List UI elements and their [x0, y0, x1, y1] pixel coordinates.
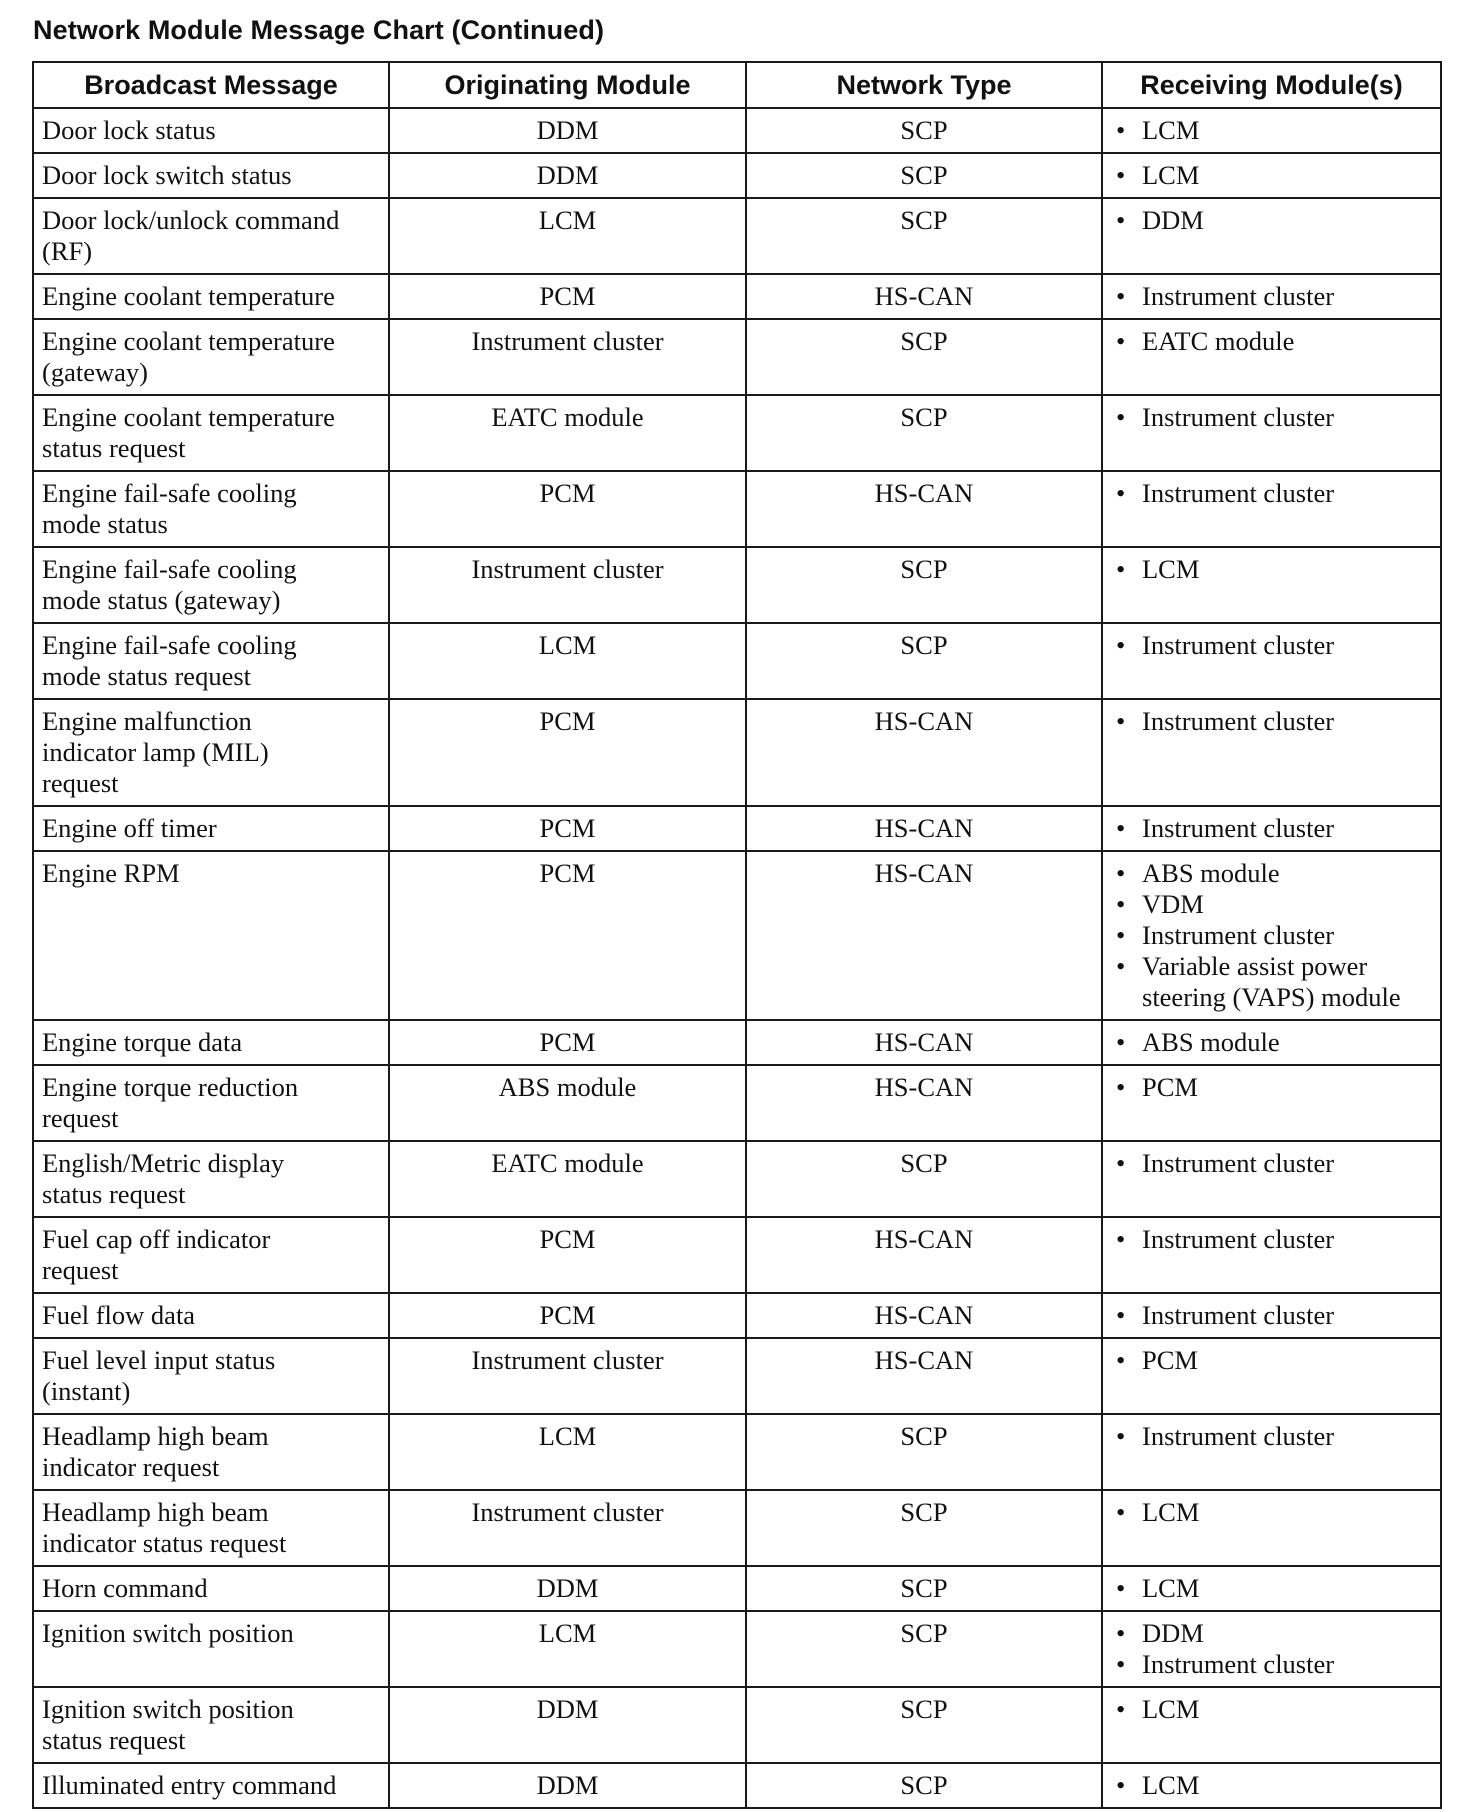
broadcast-message-cell: Engine coolant temperature (gateway): [33, 319, 389, 395]
table-row: [33, 1611, 1441, 1687]
table-row: [33, 806, 1441, 851]
receiving-modules-list: [1115, 402, 1432, 433]
originating-module-cell: PCM: [389, 1020, 746, 1065]
originating-module-cell: PCM: [389, 471, 746, 547]
broadcast-message-cell: Fuel flow data: [33, 1293, 389, 1338]
network-type-cell: HS-CAN: [746, 699, 1102, 806]
receiving-modules-cell: [1102, 1141, 1441, 1217]
receiving-module-item: • Instrument cluster: [1115, 706, 1432, 737]
broadcast-message-cell: Ignition switch position status request: [33, 1687, 389, 1763]
table-row: [33, 1687, 1441, 1763]
receiving-modules-cell: [1102, 395, 1441, 471]
receiving-modules-list: [1115, 1573, 1432, 1604]
receiving-modules-list: [1115, 630, 1432, 661]
receiving-modules-cell: [1102, 851, 1441, 1020]
receiving-modules-cell: [1102, 1020, 1441, 1065]
header-originating-module: Originating Module: [389, 62, 746, 108]
receiving-modules-list: [1115, 554, 1432, 585]
network-type-cell: SCP: [746, 1687, 1102, 1763]
network-type-cell: SCP: [746, 1490, 1102, 1566]
receiving-modules-cell: [1102, 1566, 1441, 1611]
originating-module-cell: DDM: [389, 1763, 746, 1808]
network-type-cell: SCP: [746, 1566, 1102, 1611]
receiving-modules-cell: [1102, 153, 1441, 198]
originating-module-cell: ABS module: [389, 1065, 746, 1141]
receiving-modules-cell: [1102, 471, 1441, 547]
broadcast-message-cell: Door lock switch status: [33, 153, 389, 198]
receiving-modules-list: [1115, 1027, 1432, 1058]
receiving-modules-list: [1115, 1694, 1432, 1725]
receiving-module-item: • Instrument cluster: [1115, 813, 1432, 844]
network-type-cell: HS-CAN: [746, 1338, 1102, 1414]
originating-module-cell: LCM: [389, 198, 746, 274]
table-row: [33, 1020, 1441, 1065]
table-row: [33, 699, 1441, 806]
table-row: [33, 1293, 1441, 1338]
broadcast-message-cell: Engine fail-safe cooling mode status: [33, 471, 389, 547]
receiving-module-item: • LCM: [1115, 1770, 1432, 1801]
receiving-modules-list: [1115, 1618, 1432, 1680]
receiving-module-item: • VDM: [1115, 889, 1432, 920]
receiving-modules-cell: [1102, 806, 1441, 851]
broadcast-message-cell: Engine malfunction indicator lamp (MIL) request: [33, 699, 389, 806]
broadcast-message-cell: Engine off timer: [33, 806, 389, 851]
table-row: [33, 1414, 1441, 1490]
table-row: [33, 153, 1441, 198]
receiving-modules-list: [1115, 1770, 1432, 1801]
receiving-modules-cell: [1102, 547, 1441, 623]
receiving-modules-list: [1115, 205, 1432, 236]
receiving-modules-list: [1115, 1224, 1432, 1255]
table-body: [33, 108, 1441, 1808]
receiving-modules-cell: [1102, 1611, 1441, 1687]
broadcast-message-cell: Horn command: [33, 1566, 389, 1611]
receiving-modules-list: [1115, 706, 1432, 737]
receiving-module-item: • PCM: [1115, 1072, 1432, 1103]
table-row: [33, 1065, 1441, 1141]
receiving-modules-list: [1115, 858, 1432, 1013]
network-type-cell: HS-CAN: [746, 851, 1102, 1020]
broadcast-message-cell: Engine fail-safe cooling mode status (gateway): [33, 547, 389, 623]
broadcast-message-cell: Door lock/unlock command (RF): [33, 198, 389, 274]
table-header: [33, 62, 1441, 108]
receiving-modules-cell: [1102, 1217, 1441, 1293]
network-type-cell: SCP: [746, 1414, 1102, 1490]
receiving-module-item: • Instrument cluster: [1115, 920, 1432, 951]
receiving-module-item: • DDM: [1115, 1618, 1432, 1649]
broadcast-message-cell: English/Metric display status request: [33, 1141, 389, 1217]
message-chart-table: [32, 61, 1442, 1809]
table-row: [33, 851, 1441, 1020]
broadcast-message-cell: Illuminated entry command: [33, 1763, 389, 1808]
receiving-module-item: • Instrument cluster: [1115, 1224, 1432, 1255]
receiving-module-item: • Instrument cluster: [1115, 630, 1432, 661]
originating-module-cell: Instrument cluster: [389, 1490, 746, 1566]
receiving-modules-list: [1115, 160, 1432, 191]
receiving-module-item: • Instrument cluster: [1115, 402, 1432, 433]
network-type-cell: SCP: [746, 547, 1102, 623]
receiving-module-item: • LCM: [1115, 160, 1432, 191]
network-type-cell: HS-CAN: [746, 1020, 1102, 1065]
receiving-module-item: • LCM: [1115, 1573, 1432, 1604]
broadcast-message-cell: Fuel cap off indicator request: [33, 1217, 389, 1293]
receiving-modules-list: [1115, 1072, 1432, 1103]
receiving-modules-list: [1115, 478, 1432, 509]
network-type-cell: SCP: [746, 395, 1102, 471]
table-row: [33, 623, 1441, 699]
header-network-type: Network Type: [746, 62, 1102, 108]
broadcast-message-cell: Headlamp high beam indicator status request: [33, 1490, 389, 1566]
receiving-modules-cell: [1102, 1687, 1441, 1763]
table-row: [33, 274, 1441, 319]
receiving-module-item: • ABS module: [1115, 1027, 1432, 1058]
table-row: [33, 547, 1441, 623]
receiving-modules-cell: [1102, 1338, 1441, 1414]
receiving-module-item: • LCM: [1115, 1694, 1432, 1725]
receiving-module-item: • EATC module: [1115, 326, 1432, 357]
receiving-modules-list: [1115, 1497, 1432, 1528]
receiving-modules-list: [1115, 115, 1432, 146]
table-row: [33, 108, 1441, 153]
header-broadcast-message: Broadcast Message: [33, 62, 389, 108]
originating-module-cell: DDM: [389, 1687, 746, 1763]
originating-module-cell: LCM: [389, 1611, 746, 1687]
receiving-modules-cell: [1102, 319, 1441, 395]
broadcast-message-cell: Engine coolant temperature status request: [33, 395, 389, 471]
originating-module-cell: DDM: [389, 1566, 746, 1611]
receiving-module-item: • PCM: [1115, 1345, 1432, 1376]
broadcast-message-cell: Engine fail-safe cooling mode status request: [33, 623, 389, 699]
receiving-modules-list: [1115, 813, 1432, 844]
network-type-cell: HS-CAN: [746, 1065, 1102, 1141]
page-title: Network Module Message Chart (Continued): [33, 15, 605, 45]
receiving-modules-list: [1115, 1345, 1432, 1376]
receiving-modules-list: [1115, 1300, 1432, 1331]
receiving-module-item: • LCM: [1115, 554, 1432, 585]
table-row: [33, 319, 1441, 395]
receiving-modules-cell: [1102, 274, 1441, 319]
network-type-cell: HS-CAN: [746, 1217, 1102, 1293]
table-row: [33, 1217, 1441, 1293]
receiving-module-item: • Instrument cluster: [1115, 1649, 1432, 1680]
originating-module-cell: PCM: [389, 806, 746, 851]
originating-module-cell: PCM: [389, 1293, 746, 1338]
network-type-cell: SCP: [746, 623, 1102, 699]
originating-module-cell: LCM: [389, 623, 746, 699]
originating-module-cell: Instrument cluster: [389, 319, 746, 395]
receiving-module-item: • ABS module: [1115, 858, 1432, 889]
network-type-cell: SCP: [746, 108, 1102, 153]
receiving-modules-list: [1115, 1421, 1432, 1452]
broadcast-message-cell: Engine RPM: [33, 851, 389, 1020]
table-row: [33, 1763, 1441, 1808]
originating-module-cell: Instrument cluster: [389, 547, 746, 623]
broadcast-message-cell: Engine coolant temperature: [33, 274, 389, 319]
receiving-module-item: • Instrument cluster: [1115, 1148, 1432, 1179]
network-type-cell: SCP: [746, 1141, 1102, 1217]
receiving-modules-cell: [1102, 1293, 1441, 1338]
network-type-cell: SCP: [746, 319, 1102, 395]
network-type-cell: SCP: [746, 1763, 1102, 1808]
receiving-modules-cell: [1102, 1414, 1441, 1490]
originating-module-cell: LCM: [389, 1414, 746, 1490]
table-row: [33, 1566, 1441, 1611]
broadcast-message-cell: Door lock status: [33, 108, 389, 153]
originating-module-cell: EATC module: [389, 1141, 746, 1217]
receiving-module-item: • Instrument cluster: [1115, 1421, 1432, 1452]
table-row: [33, 395, 1441, 471]
originating-module-cell: Instrument cluster: [389, 1338, 746, 1414]
originating-module-cell: EATC module: [389, 395, 746, 471]
receiving-modules-cell: [1102, 1490, 1441, 1566]
receiving-module-item: • DDM: [1115, 205, 1432, 236]
originating-module-cell: PCM: [389, 851, 746, 1020]
broadcast-message-cell: Engine torque reduction request: [33, 1065, 389, 1141]
header-receiving-modules: Receiving Module(s): [1102, 62, 1441, 108]
originating-module-cell: PCM: [389, 699, 746, 806]
receiving-module-item: • LCM: [1115, 1497, 1432, 1528]
receiving-module-item: • LCM: [1115, 115, 1432, 146]
originating-module-cell: DDM: [389, 153, 746, 198]
receiving-module-item: • Variable assist power steering (VAPS) module: [1115, 951, 1432, 1013]
receiving-modules-cell: [1102, 1065, 1441, 1141]
originating-module-cell: PCM: [389, 274, 746, 319]
table-row: [33, 1338, 1441, 1414]
broadcast-message-cell: Engine torque data: [33, 1020, 389, 1065]
table-row: [33, 1141, 1441, 1217]
receiving-modules-list: [1115, 281, 1432, 312]
receiving-module-item: • Instrument cluster: [1115, 281, 1432, 312]
network-type-cell: HS-CAN: [746, 274, 1102, 319]
network-type-cell: SCP: [746, 153, 1102, 198]
table-row: [33, 198, 1441, 274]
network-type-cell: SCP: [746, 1611, 1102, 1687]
broadcast-message-cell: Ignition switch position: [33, 1611, 389, 1687]
receiving-module-item: • Instrument cluster: [1115, 1300, 1432, 1331]
table-row: [33, 471, 1441, 547]
broadcast-message-cell: Fuel level input status (instant): [33, 1338, 389, 1414]
network-type-cell: HS-CAN: [746, 806, 1102, 851]
originating-module-cell: PCM: [389, 1217, 746, 1293]
receiving-module-item: • Instrument cluster: [1115, 478, 1432, 509]
header-row: [33, 62, 1441, 108]
network-type-cell: HS-CAN: [746, 471, 1102, 547]
receiving-modules-list: [1115, 1148, 1432, 1179]
receiving-modules-cell: [1102, 198, 1441, 274]
receiving-modules-cell: [1102, 108, 1441, 153]
receiving-modules-cell: [1102, 699, 1441, 806]
receiving-modules-cell: [1102, 623, 1441, 699]
table-row: [33, 1490, 1441, 1566]
network-type-cell: HS-CAN: [746, 1293, 1102, 1338]
network-type-cell: SCP: [746, 198, 1102, 274]
originating-module-cell: DDM: [389, 108, 746, 153]
receiving-modules-list: [1115, 326, 1432, 357]
broadcast-message-cell: Headlamp high beam indicator request: [33, 1414, 389, 1490]
receiving-modules-cell: [1102, 1763, 1441, 1808]
